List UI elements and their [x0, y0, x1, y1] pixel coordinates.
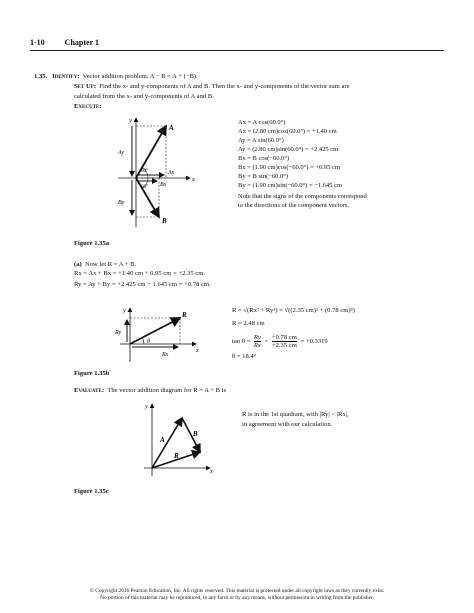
figure-1-35b-diagram: [112, 304, 202, 366]
vector-a: [152, 418, 182, 468]
part-a-text-1: Now let R = A + B.: [85, 261, 137, 268]
fig-b-eq-tan: [232, 334, 328, 349]
figure-1-35a-caption: Figure 1.35a: [74, 240, 110, 247]
setup-line1: [74, 82, 350, 91]
eq-by-def: By = B sin(−60.0°): [238, 173, 289, 180]
fig-a-angle-2-label: 60°: [141, 185, 148, 190]
part-a-label: (a): [74, 261, 82, 268]
setup-text-2: calculated from the x- and y-components of A and B.: [74, 93, 214, 100]
footer-line-1: © Copyright 2016 Pearson Education, Inc. All rights reserved. This material is protected under all copyright laws as they currently exist.: [89, 588, 385, 594]
copyright-footer: [30, 588, 444, 602]
evaluate-comment-2: in agreement with our calculation.: [242, 421, 333, 428]
figure-1-35a-diagram: [112, 112, 212, 232]
identify-line: [34, 72, 198, 81]
eq-bx-val: Bx = (1.90 cm)cos(−60.0°) = +0.95 cm: [238, 164, 340, 171]
fig-b-eq-theta: θ = 18.4°: [232, 353, 257, 360]
evaluate-text: The vector addition diagram for R = A + B is: [107, 387, 227, 394]
evaluate-label: Evaluate:: [74, 387, 105, 394]
eq-bx-def: Bx = B cos(−60.0°): [238, 155, 290, 162]
eq-ax-def: Ax = A cos(60.0°): [238, 119, 286, 126]
page-header: [30, 38, 444, 47]
fig-a-ax-label: Ax: [168, 170, 175, 176]
fig-a-by-label: By: [118, 200, 125, 206]
tan-symbol-fraction: [254, 334, 261, 349]
fig-a-angle-1-label: 60°: [141, 169, 148, 174]
theta-arc: [142, 338, 144, 345]
tan-result: = +0.3319: [300, 338, 328, 345]
tan-value-fraction: [272, 334, 297, 349]
fig-b-y-label: y: [123, 307, 126, 314]
identify-label: Identify:: [52, 73, 80, 80]
tan-num-value: +0.78 cm: [271, 334, 297, 341]
tan-den-symbol: Rx: [253, 342, 261, 349]
chapter-title: Chapter 1: [64, 38, 99, 47]
page-number: 1-10: [30, 38, 45, 47]
fig-c-vector-r-label: R: [174, 452, 179, 460]
fig-a-vector-b-label: B: [162, 217, 167, 225]
eq-ay-def: Ay = A sin(60.0°): [238, 137, 284, 144]
fig-b-eq-magnitude: R = √(Rx² + Ry²) = √((2.35 cm)² + (0.78 cm)²): [232, 307, 355, 314]
figure-1-35c-diagram: [138, 400, 218, 480]
fig-a-ay-label: Ay: [118, 150, 124, 156]
fig-b-rx-label: Rx: [162, 352, 169, 358]
fig-b-vector-r-label: R: [182, 311, 187, 319]
identify-text: Vector addition problem. A − B = A + (−B).: [82, 73, 198, 80]
fig-a-bx-label: Bx: [160, 182, 167, 188]
tan-equals: =: [264, 338, 269, 345]
part-a-line2: Rx = Ax + Bx = +1.40 cm + 0.95 cm = +2.35 cm.: [74, 270, 205, 277]
fig-c-vector-a-label: A: [160, 436, 165, 444]
header-rule: [30, 50, 444, 51]
eq-ay-val: Ay = (2.80 cm)sin(60.0°) = +2.425 cm: [238, 146, 339, 153]
eq-ax-val: Ax = (2.80 cm)cos(60.0°) = +1.40 cm: [238, 128, 337, 135]
fig-a-equations: [238, 118, 367, 210]
execute-label: Execute:: [74, 103, 102, 110]
tan-lhs: tan θ =: [232, 338, 251, 345]
evaluate-comment-1: R is in the 1st quadrant, with |Ry| < |Rx|,: [242, 411, 349, 418]
problem-number: 1.35.: [34, 73, 48, 80]
fig-c-vector-b-label: B: [193, 430, 198, 438]
fig-c-y-label: y: [145, 403, 148, 410]
figure-1-35b-caption: Figure 1.35b: [74, 370, 110, 377]
part-a-line1: [74, 260, 136, 269]
fig-a-vector-a-label: A: [169, 124, 174, 132]
fig-a-x-label: x: [192, 176, 195, 183]
vector-b: [136, 178, 159, 217]
part-a-line3: Ry = Ay + By = +2.425 cm − 1.645 cm = +0.78 cm.: [74, 281, 211, 288]
fig-a-y-label: y: [129, 117, 132, 124]
note-line-1: Note that the signs of the components correspond: [238, 193, 367, 200]
fig-c-x-label: x: [210, 468, 213, 475]
tan-num-symbol: Ry: [253, 334, 261, 341]
vector-r: [130, 318, 180, 344]
fig-b-ry-label: Ry: [115, 330, 122, 336]
note-line-2: to the directions of the component vectors.: [238, 202, 350, 209]
footer-line-2: No portion of this material may be reproduced, in any form or by any means, without permission in writing from the publisher.: [100, 595, 374, 601]
evaluate-line: [74, 386, 226, 395]
fig-b-theta-label: θ: [147, 339, 150, 345]
tan-den-value: +2.35 cm: [271, 342, 297, 349]
figure-1-35c-caption: Figure 1.35c: [74, 488, 109, 495]
fig-b-eq-r-value: R = 2.48 cm: [232, 320, 265, 327]
eq-by-val: By = (1.90 cm)sin(−60.0°) = −1.645 cm: [238, 182, 343, 189]
setup-text-1: Find the x- and y-components of A and B. Then the x- and y-components of the vector sum are: [99, 83, 350, 90]
setup-label: Set Up:: [74, 83, 96, 90]
fig-b-x-label: x: [196, 347, 199, 354]
